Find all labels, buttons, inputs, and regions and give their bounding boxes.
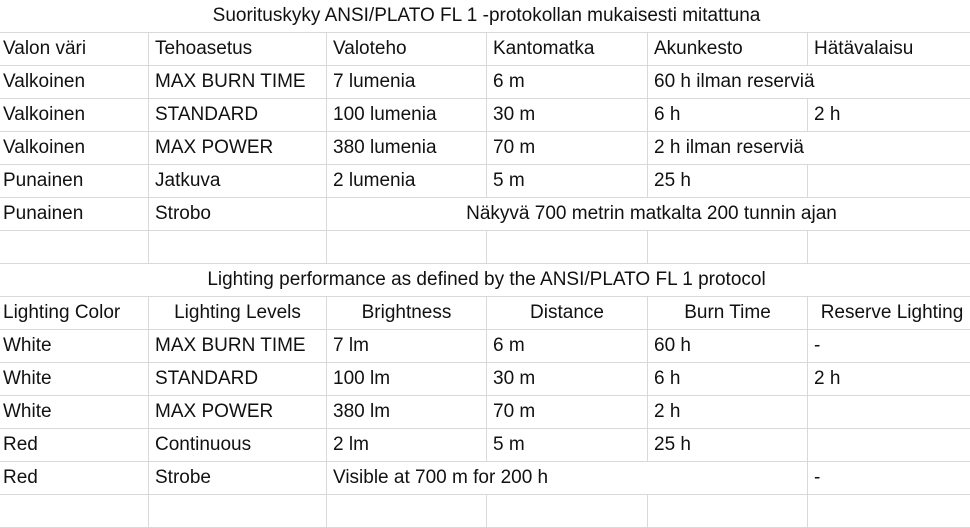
en-cell[interactable]: 60 h xyxy=(648,330,808,363)
en-cell[interactable]: 7 lm xyxy=(327,330,487,363)
fi-title-row xyxy=(0,0,970,33)
en-cell[interactable]: White xyxy=(0,396,149,429)
en-header-cell[interactable]: Lighting Levels xyxy=(149,297,327,330)
en-cell[interactable]: Strobe xyxy=(149,462,327,495)
fi-cell[interactable]: Jatkuva xyxy=(149,165,327,198)
en-table-row xyxy=(0,429,970,462)
fi-cell[interactable]: 100 lumenia xyxy=(327,99,487,132)
fi-cell[interactable]: Valkoinen xyxy=(0,66,149,99)
fi-header-cell[interactable]: Hätävalaisu xyxy=(808,33,970,66)
en-cell[interactable]: 2 h xyxy=(808,363,970,396)
empty-cell[interactable] xyxy=(0,231,149,264)
en-cell[interactable]: 5 m xyxy=(487,429,648,462)
empty-cell[interactable] xyxy=(149,231,327,264)
en-table-row xyxy=(0,330,970,363)
fi-cell[interactable]: 2 h xyxy=(808,99,970,132)
empty-row xyxy=(0,231,970,264)
en-cell[interactable]: 25 h xyxy=(648,429,808,462)
en-cell[interactable]: MAX POWER xyxy=(149,396,327,429)
en-table-row xyxy=(0,462,970,495)
fi-cell[interactable]: Strobo xyxy=(149,198,327,231)
en-cell[interactable]: 70 m xyxy=(487,396,648,429)
fi-cell[interactable]: 25 h xyxy=(648,165,808,198)
fi-cell[interactable] xyxy=(808,132,970,165)
en-cell[interactable]: Red xyxy=(0,429,149,462)
fi-cell[interactable]: 2 h ilman reserviä xyxy=(648,132,808,165)
en-cell[interactable]: 2 h xyxy=(648,396,808,429)
empty-cell[interactable] xyxy=(648,231,808,264)
fi-table-row xyxy=(0,198,970,231)
en-cell[interactable]: Red xyxy=(0,462,149,495)
en-table-row xyxy=(0,396,970,429)
en-cell[interactable] xyxy=(808,429,970,462)
fi-header-cell[interactable]: Akunkesto xyxy=(648,33,808,66)
empty-row xyxy=(0,495,970,528)
en-cell[interactable]: 380 lm xyxy=(327,396,487,429)
fi-cell[interactable]: 6 m xyxy=(487,66,648,99)
empty-cell[interactable] xyxy=(487,495,648,528)
en-header-cell[interactable]: Distance xyxy=(487,297,648,330)
fi-cell[interactable]: Valkoinen xyxy=(0,132,149,165)
en-header-cell[interactable]: Reserve Lighting xyxy=(808,297,970,330)
fi-cell[interactable]: Punainen xyxy=(0,198,149,231)
fi-cell[interactable]: 5 m xyxy=(487,165,648,198)
fi-cell[interactable]: 6 h xyxy=(648,99,808,132)
en-header-cell[interactable]: Lighting Color xyxy=(0,297,149,330)
fi-cell[interactable]: MAX BURN TIME xyxy=(149,66,327,99)
empty-cell[interactable] xyxy=(327,231,487,264)
en-cell[interactable]: Continuous xyxy=(149,429,327,462)
empty-cell[interactable] xyxy=(808,495,970,528)
fi-cell[interactable]: 60 h ilman reserviä xyxy=(648,66,808,99)
en-table-title[interactable]: Lighting performance as defined by the ANSI/PLATO FL 1 protocol xyxy=(0,264,970,297)
en-cell[interactable]: 100 lm xyxy=(327,363,487,396)
en-table-row xyxy=(0,363,970,396)
empty-cell[interactable] xyxy=(487,231,648,264)
fi-header-cell[interactable]: Tehoasetus xyxy=(149,33,327,66)
empty-cell[interactable] xyxy=(648,495,808,528)
fi-header-cell[interactable]: Kantomatka xyxy=(487,33,648,66)
en-cell[interactable]: MAX BURN TIME xyxy=(149,330,327,363)
fi-cell[interactable] xyxy=(808,66,970,99)
fi-cell[interactable]: Punainen xyxy=(0,165,149,198)
fi-cell[interactable]: 70 m xyxy=(487,132,648,165)
en-cell[interactable]: 30 m xyxy=(487,363,648,396)
en-cell[interactable]: 2 lm xyxy=(327,429,487,462)
fi-cell[interactable] xyxy=(808,165,970,198)
fi-table-row xyxy=(0,99,970,132)
empty-cell[interactable] xyxy=(808,231,970,264)
en-header-row xyxy=(0,297,970,330)
en-cell[interactable]: - xyxy=(808,462,970,495)
fi-cell[interactable]: Valkoinen xyxy=(0,99,149,132)
fi-table-row xyxy=(0,66,970,99)
fi-cell[interactable]: 7 lumenia xyxy=(327,66,487,99)
fi-cell[interactable]: 2 lumenia xyxy=(327,165,487,198)
fi-merged-cell[interactable]: Näkyvä 700 metrin matkalta 200 tunnin ajan xyxy=(327,198,970,231)
fi-cell[interactable]: 380 lumenia xyxy=(327,132,487,165)
en-cell[interactable]: 6 h xyxy=(648,363,808,396)
empty-cell[interactable] xyxy=(0,495,149,528)
fi-cell[interactable]: MAX POWER xyxy=(149,132,327,165)
fi-table-row xyxy=(0,165,970,198)
empty-cell[interactable] xyxy=(327,495,487,528)
en-cell[interactable] xyxy=(808,396,970,429)
fi-header-cell[interactable]: Valoteho xyxy=(327,33,487,66)
fi-table-row xyxy=(0,132,970,165)
fi-cell[interactable]: STANDARD xyxy=(149,99,327,132)
en-cell[interactable]: - xyxy=(808,330,970,363)
en-merged-cell[interactable]: Visible at 700 m for 200 h xyxy=(327,462,808,495)
en-cell[interactable]: 6 m xyxy=(487,330,648,363)
en-cell[interactable]: STANDARD xyxy=(149,363,327,396)
fi-table-title[interactable]: Suorituskyky ANSI/PLATO FL 1 -protokollan mukaisesti mitattuna xyxy=(0,0,970,33)
en-title-row xyxy=(0,264,970,297)
fi-header-row xyxy=(0,33,970,66)
empty-cell[interactable] xyxy=(149,495,327,528)
en-header-cell[interactable]: Burn Time xyxy=(648,297,808,330)
en-cell[interactable]: White xyxy=(0,330,149,363)
en-header-cell[interactable]: Brightness xyxy=(327,297,487,330)
en-cell[interactable]: White xyxy=(0,363,149,396)
fi-cell[interactable]: 30 m xyxy=(487,99,648,132)
fi-header-cell[interactable]: Valon väri xyxy=(0,33,149,66)
